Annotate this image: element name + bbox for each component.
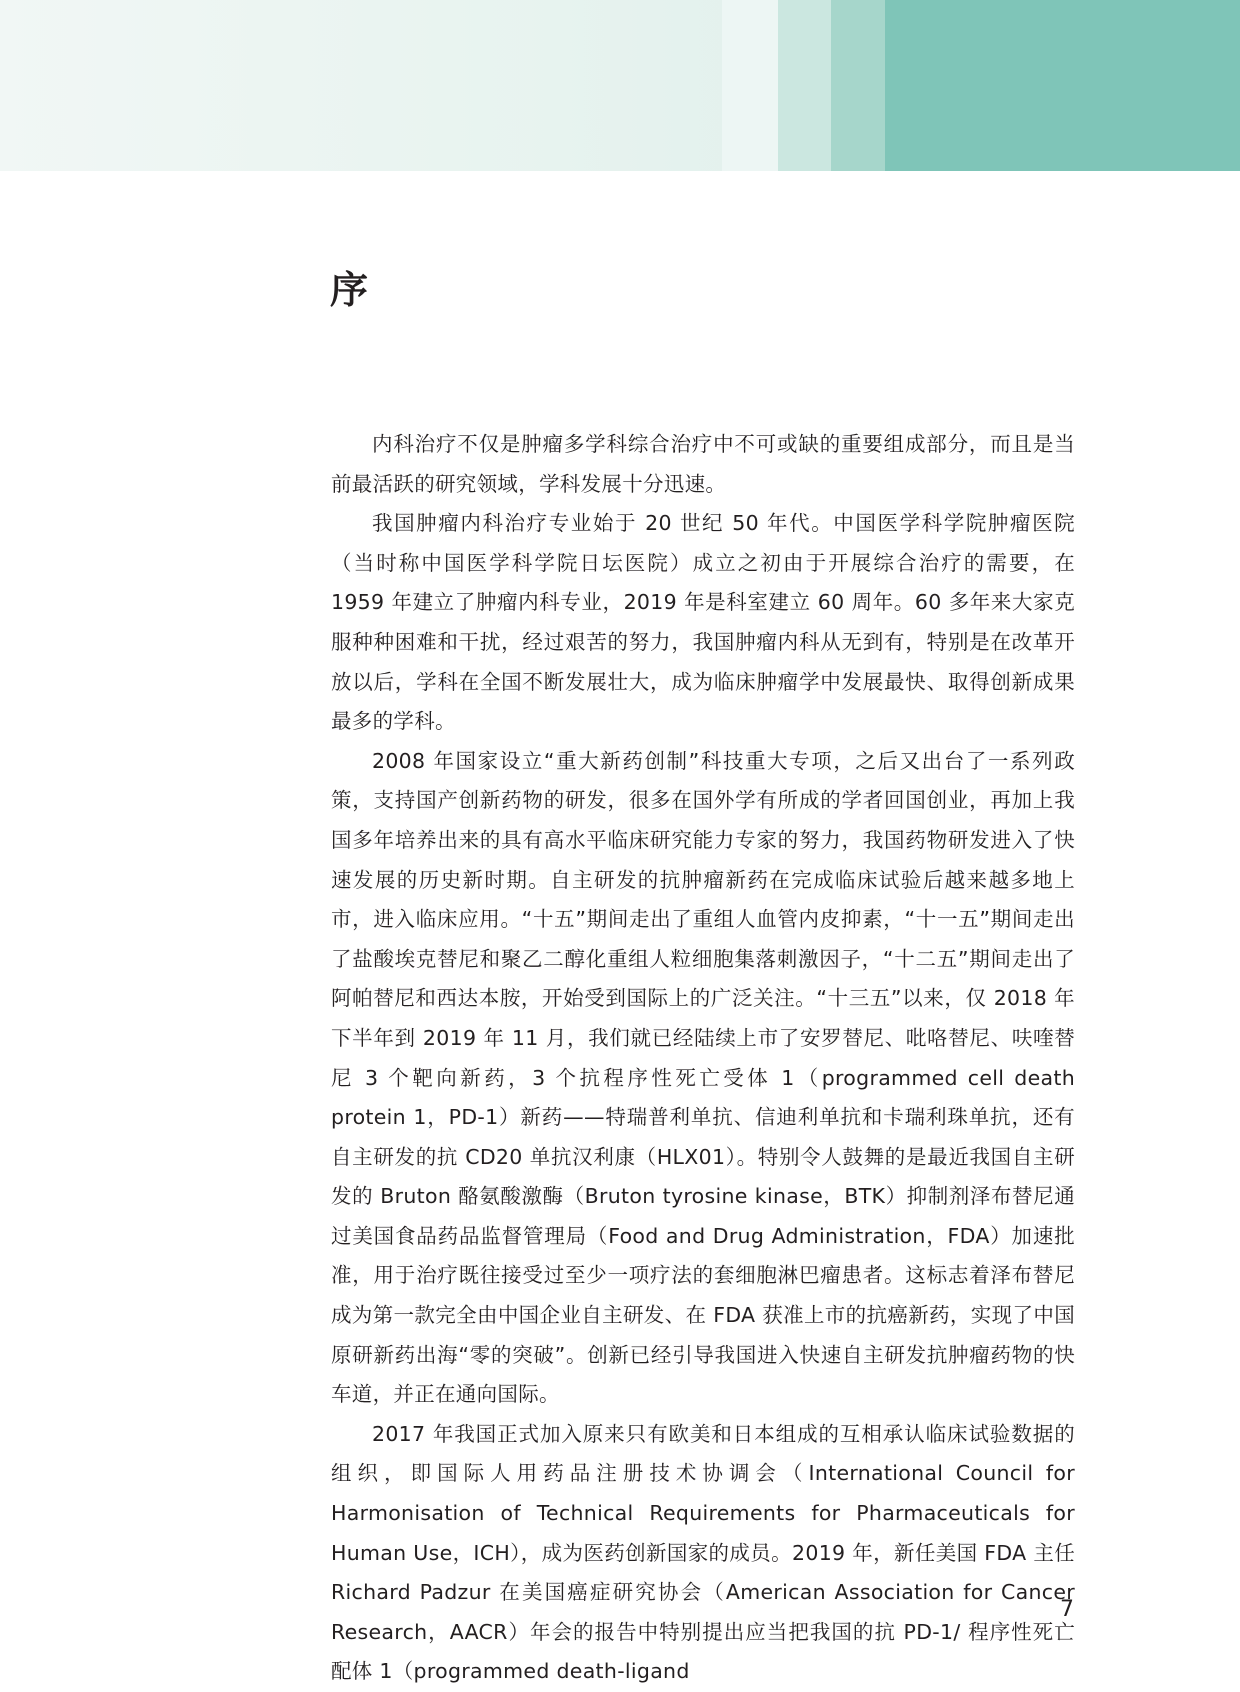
banner-stripe <box>885 0 1240 171</box>
banner-stripe <box>778 0 831 171</box>
header-banner <box>0 0 1240 171</box>
paragraph: 2017 年我国正式加入原来只有欧美和日本组成的互相承认临床试验数据的组织，即国际人用药品注册技术协调会（International Council for Harmonisation of Technical Requirements for Pharmaceuticals for Human Use，ICH），成为医药创新国家的成员。2019 年，新任美国 FDA 主任 Richard Padzur 在美国癌症研究协会（American Association for Cancer Research，AACR）年会的报告中特别提出应当把我国的抗 PD-1/ 程序性死亡配体 1（programmed death-ligand <box>331 1421 1075 1684</box>
banner-stripe <box>722 0 778 171</box>
banner-stripe <box>831 0 885 171</box>
body-text <box>331 425 1075 1692</box>
page-number: 7 <box>1060 1597 1074 1622</box>
paragraph: 内科治疗不仅是肿瘤多学科综合治疗中不可或缺的重要组成部分，而且是当前最活跃的研究领域，学科发展十分迅速。 <box>331 432 1075 496</box>
paragraph: 我国肿瘤内科治疗专业始于 20 世纪 50 年代。中国医学科学院肿瘤医院（当时称中国医学科学院日坛医院）成立之初由于开展综合治疗的需要，在 1959 年建立了肿瘤内科专业，2019 年是科室建立 60 周年。60 多年来大家克服种种困难和干扰，经过艰苦的努力，我国肿瘤内科从无到有，特别是在改革开放以后，学科在全国不断发展壮大，成为临床肿瘤学中发展最快、取得创新成果最多的学科。 <box>331 511 1075 734</box>
page-title: 序 <box>330 267 369 312</box>
paragraph: 2008 年国家设立“重大新药创制”科技重大专项，之后又出台了一系列政策，支持国产创新药物的研发，很多在国外学有所成的学者回国创业，再加上我国多年培养出来的具有高水平临床研究能力专家的努力，我国药物研发进入了快速发展的历史新时期。自主研发的抗肿瘤新药在完成临床试验后越来越多地上市，进入临床应用。“十五”期间走出了重组人血管内皮抑素，“十一五”期间走出了盐酸埃克替尼和聚乙二醇化重组人粒细胞集落刺激因子，“十二五”期间走出了阿帕替尼和西达本胺，开始受到国际上的广泛关注。“十三五”以来，仅 2018 年下半年到 2019 年 11 月，我们就已经陆续上市了安罗替尼、吡咯替尼、呋喹替尼 3 个靶向新药，3 个抗程序性死亡受体 1（programmed cell death protein 1，PD-1）新药——特瑞普利单抗、信迪利单抗和卡瑞利珠单抗，还有自主研发的抗 CD20 单抗汉利康（HLX01）。特别令人鼓舞的是最近我国自主研发的 Bruton 酪氨酸激酶（Bruton tyrosine kinase，BTK）抑制剂泽布替尼通过美国食品药品监督管理局（Food and Drug Administration，FDA）加速批准，用于治疗既往接受过至少一项疗法的套细胞淋巴瘤患者。这标志着泽布替尼成为第一款完全由中国企业自主研发、在 FDA 获准上市的抗癌新药，实现了中国原研新药出海“零的突破”。创新已经引导我国进入快速自主研发抗肿瘤药物的快车道，并正在通向国际。 <box>331 748 1075 1407</box>
